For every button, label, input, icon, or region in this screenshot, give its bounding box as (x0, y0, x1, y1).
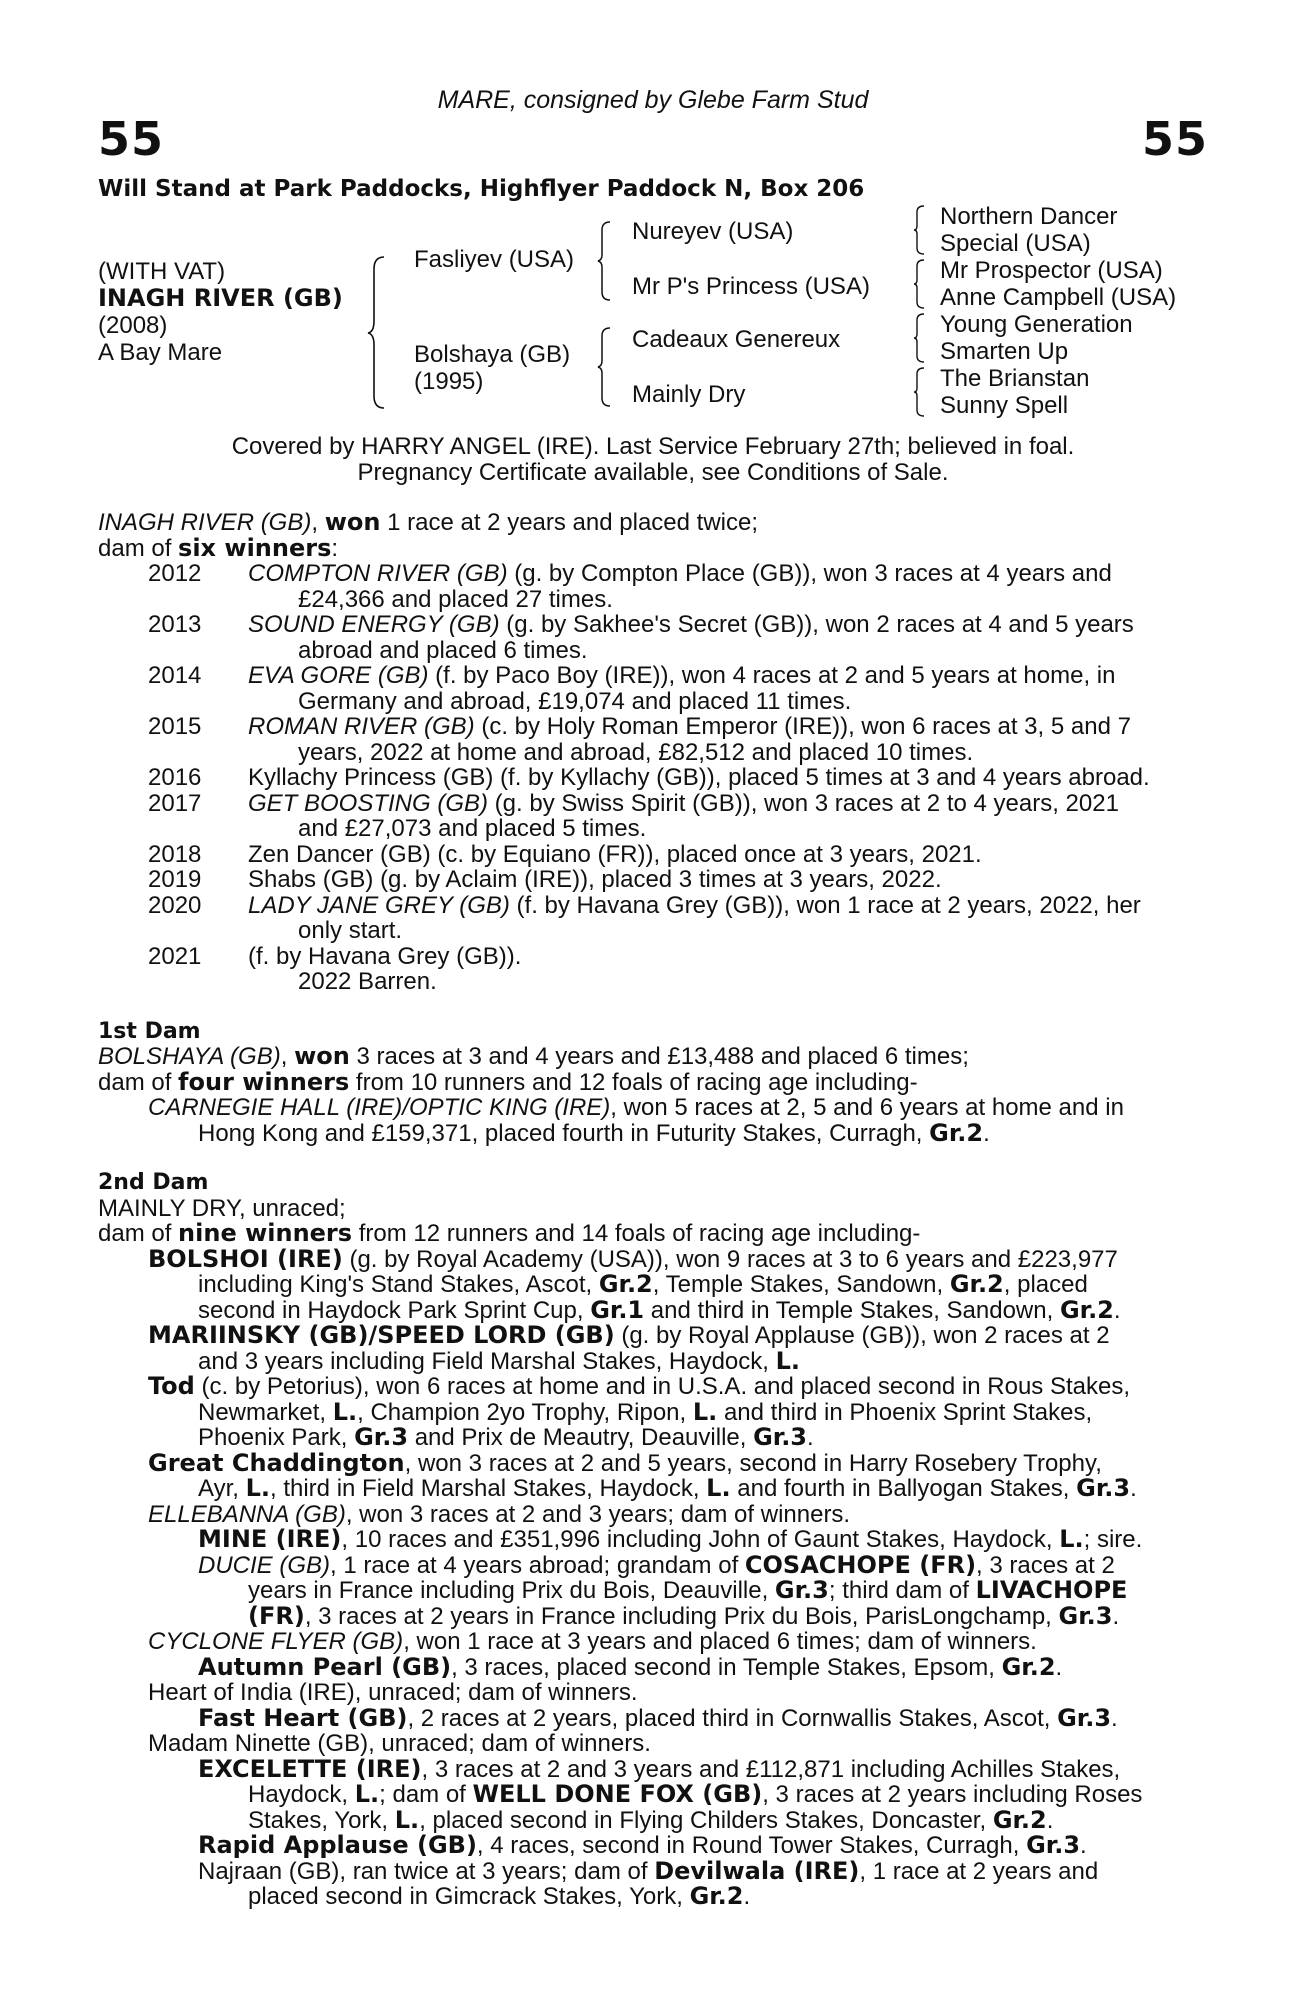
produce-year: 2017 (148, 789, 202, 817)
ds-dam: Smarten Up (940, 338, 1069, 365)
sire-dam: Mr P's Princess (USA) (632, 273, 870, 300)
brace-1 (366, 255, 388, 410)
second-dam-of: dam of nine winners from 12 runners and 14 foals of racing age including- (98, 1219, 921, 1247)
ss-dam: Special (USA) (940, 230, 1091, 257)
produce-record: INAGH RIVER (GB), won 1 race at 2 years and placed twice; dam of six winners: 2012 COMPTON RIVER (GB) (g. by Compton Place (GB)), won 3 races at 4 years and £24,366 and placed 27 times. 2013 SOUND ENERGY (GB) (g. by Sakhee's Secret (GB)), won 2 races at 4 and 5 years abroad and placed 6 times. 2014 EVA GORE (GB) (f. by Paco Boy (IRE)), won 4 races at 2 and 5 years at home, in Germany and abroad, £19,074 and placed 11 times. 2015 ROMAN RIVER (GB) (c. by Holy Roman Emperor (IRE)), won 6 races at 3, 5 and 7 years, 2022 at home and abroad, £82,512 and placed 10 times. 2016 Kyllachy Princess (GB) (f. by Kyllachy (GB)), placed 5 times at 3 and 4 years abroad. 2017 GET BOOSTING (GB) (g. by Swiss Spirit (GB)), won 3 races at 2 to 4 years, 2021 and £27,073 and placed 5 times. 2018 Zen Dancer (GB) (c. by Equiano (FR)), placed once at 3 years, 2021. 2019 Shabs (GB) (g. by Aclaim (IRE)), placed 3 times at 3 years, 2022. 2020 LADY JANE GREY (GB) (f. by Havana Grey (GB)), won 1 race at 2 years, 2022, her only start. 2021 (f. by Havana Grey (GB)). 2022 Barren. 1st Dam BOLSHAYA (GB), won 3 races at 3 and 4 years and £13,488 and placed 6 times; dam of four winners from 10 runners and 12 foals of racing age including- CARNEGIE HALL (IRE)/OPTIC KING (IRE), won 5 races at 2, 5 and 6 years at home and in Hong Kong and £159,371, placed fourth in Futurity Stakes, Curragh, Gr.2. 2nd Dam MAINLY DRY, unraced; dam of nine winners from 12 runners and 14 foals of racing age including- BOLSHOI (IRE) (g. by Royal Academy (USA)), won 9 races at 3 to 6 years and £223,977 including King's Stand Stakes, Ascot, Gr.2, Temple Stakes, Sandown, Gr.2, placed second in Haydock Park Sprint Cup, Gr.1 and third in Temple Stakes, Sandown, Gr.2. MARIINSKY (GB)/SPEED LORD (GB) (g. by Royal Applause (GB)), won 2 races at 2 and 3 years including Field Marshal Stakes, Haydock, L. Tod (c. by Petorius), won 6 races at home and in U.S.A. and placed second in Rous Stakes, Newmarket, L., Champion 2yo Trophy, Ripon, L. and third in Phoenix Sprint Stakes, Phoenix Park, Gr.3 and Prix de Meautry, Deauville, Gr.3. Great Chaddington, won 3 races at 2 and 5 years, second in Harry Rosebery Trophy, Ayr, L., third in Field Marshal Stakes, Haydock, L. and fourth in Ballyogan Stakes, Gr.3. ELLEBANNA (GB), won 3 races at 2 and 3 years; dam of winners. MINE (IRE), 10 races and £351,996 including John of Gaunt Stakes, Haydock, L.; sire. DUCIE (GB), 1 race at 4 years abroad; grandam of COSACHOPE (FR), 3 races at 2 years in France including Prix du Bois, Deauville, Gr.3; third dam of LIVACHOPE (FR), 3 races at 2 years in France including Prix du Bois, ParisLongchamp, Gr.3. CYCLONE FLYER (GB), won 1 race at 3 years and placed 6 times; dam of winners. Autumn Pearl (GB), 3 races, placed second in Temple Stakes, Epsom, Gr.2. Heart of India (IRE), unraced; dam of winners. Fast Heart (GB), 2 races at 2 years, placed third in Cornwallis Stakes, Ascot, Gr.3. Madam Ninette (GB), unraced; dam of winners. EXCELETTE (IRE), 3 races at 2 and 3 years and £112,871 including Achilles Stakes, Haydock, L.; dam of WELL DONE FOX (GB), 3 races at 2 years including Roses Stakes, York, L., placed second in Flying Childers Stakes, Doncaster, Gr.2. Rapid Applause (GB), 4 races, second in Round Tower Stakes, Curragh, Gr.3. Najraan (GB), ran twice at 3 years; dam of Devilwala (IRE), 1 race at 2 years and placed second in Gimcrack Stakes, York, Gr.2. (98, 510, 1208, 1910)
dam-dam: Mainly Dry (632, 381, 746, 408)
produce-name: SOUND ENERGY (GB) (248, 611, 500, 638)
produce-year: 2016 (148, 764, 202, 791)
autumn-pearl-entry: Autumn Pearl (GB), 3 races, placed second in Temple Stakes, Epsom, Gr.2. (198, 1652, 1063, 1681)
cyclone-flyer-entry: CYCLONE FLYER (GB), won 1 race at 3 years and placed 6 times; dam of winners. (148, 1628, 1037, 1655)
first-dam-line: BOLSHAYA (GB), won 3 races at 3 and 4 years and £13,488 and placed 6 times; (98, 1042, 969, 1070)
intro-line: INAGH RIVER (GB), won 1 race at 2 years and placed twice; (98, 508, 758, 536)
lot-number-left: 55 (98, 112, 165, 166)
produce-year: 2012 (148, 560, 202, 587)
produce-row: 2018 Zen Dancer (GB) (c. by Equiano (FR)), placed once at 3 years, 2021. (98, 842, 1208, 868)
consignor-line: MARE, consigned by Glebe Farm Stud (437, 86, 869, 114)
bolshoi-entry: BOLSHOI (IRE) (g. by Royal Academy (USA)), won 9 races at 3 to 6 years and £223,977 (148, 1244, 1118, 1273)
produce-row: 2021 (f. by Havana Grey (GB)). 2022 Barren. (98, 944, 1208, 995)
produce-row: 2019 Shabs (GB) (g. by Aclaim (IRE)), placed 3 times at 3 years, 2022. (98, 867, 1208, 893)
great-chaddington-entry: Great Chaddington, won 3 races at 2 and 5 years, second in Harry Rosebery Trophy, (148, 1448, 1102, 1477)
dd-dam: Sunny Spell (940, 392, 1069, 419)
excelette-entry: EXCELETTE (IRE), 3 races at 2 and 3 years and £112,871 including Achilles Stakes, (198, 1754, 1121, 1783)
dd-sire: The Brianstan (940, 365, 1090, 392)
dam-sire: Cadeaux Genereux (632, 326, 841, 353)
brace-3a (912, 204, 928, 256)
mine-entry: MINE (IRE), 10 races and £351,996 including John of Gaunt Stakes, Haydock, L.; sire. (198, 1525, 1143, 1553)
covering-note: Covered by HARRY ANGEL (IRE). Last Service February 27th; believed in foal. Pregnancy Certificate available, see Conditions of Sale. (231, 433, 1075, 486)
produce-name: EVA GORE (GB) (248, 662, 429, 689)
horse-description: A Bay Mare (98, 339, 223, 366)
second-dam-line: MAINLY DRY, unraced; (98, 1194, 346, 1222)
brace-2b (596, 326, 614, 408)
produce-year: 2015 (148, 713, 202, 740)
first-dam-of: dam of four winners from 10 runners and 12 foals of racing age including- (98, 1067, 918, 1096)
produce-year: 2013 (148, 611, 202, 638)
produce-year: 2019 (148, 866, 202, 893)
rapid-applause-entry: Rapid Applause (GB), 4 races, second in Round Tower Stakes, Curragh, Gr.3. (198, 1831, 1087, 1859)
produce-year: 2021 (148, 942, 202, 970)
ds-sire: Young Generation (940, 311, 1133, 338)
mariinsky-entry: MARIINSKY (GB)/SPEED LORD (GB) (g. by Royal Applause (GB)), won 2 races at 2 (148, 1321, 1110, 1349)
tod-entry: Tod (c. by Petorius), won 6 races at home and in U.S.A. and placed second in Rous Stakes, (148, 1372, 1131, 1400)
vat-label: (WITH VAT) (98, 258, 226, 285)
produce-row: 2020 LADY JANE GREY (GB) (f. by Havana Grey (GB)), won 1 race at 2 years, 2022, her only start. (98, 893, 1208, 944)
ellebanna-entry: ELLEBANNA (GB), won 3 races at 2 and 3 years; dam of winners. (148, 1500, 851, 1528)
produce-name: GET BOOSTING (GB) (248, 789, 489, 817)
brace-3c (912, 312, 928, 364)
produce-row: 2016 Kyllachy Princess (GB) (f. by Kyllachy (GB)), placed 5 times at 3 and 4 years abroad. (98, 765, 1208, 791)
fast-heart-entry: Fast Heart (GB), 2 races at 2 years, placed third in Cornwallis Stakes, Ascot, Gr.3. (198, 1703, 1118, 1732)
produce-list (98, 561, 1208, 995)
brace-2a (596, 220, 614, 302)
foaling-year: (2008) (98, 312, 168, 339)
produce-name: LADY JANE GREY (GB) (248, 891, 510, 919)
ss-sire: Northern Dancer (940, 203, 1118, 230)
najraan-entry: Najraan (GB), ran twice at 3 years; dam of Devilwala (IRE), 1 race at 2 years and (198, 1856, 1099, 1885)
intro-dam-line: dam of six winners: (98, 533, 339, 562)
produce-name: ROMAN RIVER (GB) (248, 713, 475, 740)
produce-row: 2017 GET BOOSTING (GB) (g. by Swiss Spirit (GB)), won 3 races at 2 to 4 years, 2021 and £27,073 and placed 5 times. (98, 791, 1208, 842)
produce-year: 2020 (148, 891, 202, 919)
dam: Bolshaya (GB) (414, 341, 571, 368)
catalogue-page (98, 0, 1208, 2000)
produce-row: 2015 ROMAN RIVER (GB) (c. by Holy Roman Emperor (IRE)), won 6 races at 3, 5 and 7 years, 2022 at home and abroad, £82,512 and placed 10 times. (98, 714, 1208, 765)
sd-sire: Mr Prospector (USA) (940, 257, 1163, 284)
sd-dam: Anne Campbell (USA) (940, 284, 1177, 311)
produce-row: 2014 EVA GORE (GB) (f. by Paco Boy (IRE)), won 4 races at 2 and 5 years at home, in Germany and abroad, £19,074 and placed 11 times. (98, 663, 1208, 714)
madam-ninette-entry: Madam Ninette (GB), unraced; dam of winners. (148, 1730, 651, 1757)
produce-year: 2014 (148, 662, 202, 689)
brace-3d (912, 366, 928, 418)
carnegie-hall-entry: CARNEGIE HALL (IRE)/OPTIC KING (IRE), won 5 races at 2, 5 and 6 years at home and in (148, 1094, 1124, 1121)
ducie-entry: DUCIE (GB), 1 race at 4 years abroad; grandam of COSACHOPE (FR), 3 races at 2 (198, 1550, 1115, 1579)
stand-location: Will Stand at Park Paddocks, Highflyer Paddock N, Box 206 (98, 176, 865, 202)
first-dam-heading: 1st Dam (98, 1018, 201, 1044)
heart-of-india-entry: Heart of India (IRE), unraced; dam of winners. (148, 1679, 638, 1706)
horse-name: INAGH RIVER (GB) (98, 284, 343, 312)
dam-year: (1995) (414, 368, 484, 395)
produce-row: 2012 COMPTON RIVER (GB) (g. by Compton Place (GB)), won 3 races at 4 years and £24,366 and placed 27 times. (98, 561, 1208, 612)
sire-sire: Nureyev (USA) (632, 218, 794, 245)
second-dam-heading: 2nd Dam (98, 1170, 209, 1195)
produce-name: COMPTON RIVER (GB) (248, 560, 508, 587)
sire: Fasliyev (USA) (414, 246, 575, 273)
produce-year: 2018 (148, 840, 202, 868)
brace-3b (912, 258, 928, 310)
lot-number-right: 55 (1141, 112, 1208, 166)
produce-row: 2013 SOUND ENERGY (GB) (g. by Sakhee's Secret (GB)), won 2 races at 4 and 5 years abroad and placed 6 times. (98, 612, 1208, 663)
